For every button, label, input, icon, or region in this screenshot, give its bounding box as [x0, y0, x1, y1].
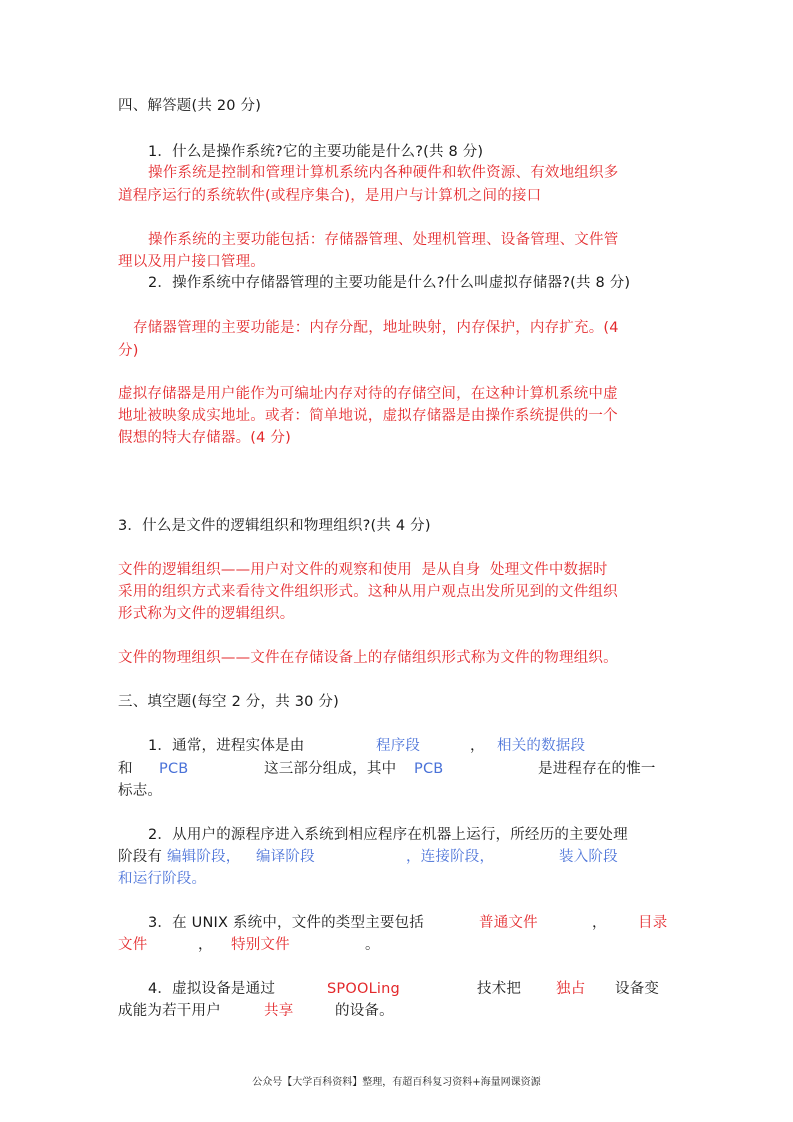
section4-heading: 四、解答题(共 20 分) [118, 98, 262, 114]
fill-q4-suffix: 的设备。 [335, 1003, 394, 1019]
fill-q1-blank3: PCB [159, 761, 189, 777]
fill-q4-prefix: 4．虚拟设备是通过 [148, 981, 276, 997]
q2-answer-b-line3: 假想的特大存储器。(4 分) [118, 430, 291, 446]
fill-q3-prefix: 3．在 UNIX 系统中，文件的类型主要包括 [148, 915, 425, 931]
fill-q1-tail: 标志。 [118, 783, 163, 799]
section3-heading: 三、填空题(每空 2 分，共 30 分) [118, 694, 339, 710]
q3-logical-line3: 形式称为文件的逻辑组织。 [118, 606, 295, 622]
fill-q3-period: 。 [365, 937, 380, 953]
q1-question: 1．什么是操作系统?它的主要功能是什么?(共 8 分) [148, 144, 484, 160]
fill-q3-blank1: 普通文件 [479, 915, 538, 931]
fill-q2-tail: 和运行阶段。 [118, 871, 207, 887]
q2-question: 2．操作系统中存储器管理的主要功能是什么?什么叫虚拟存储器?(共 8 分) [148, 275, 631, 291]
page-footer: 公众号【大学百科资料】整理，有超百科复习资料+海量网课资源 [252, 1077, 541, 1088]
fill-q3-blank3: 特别文件 [231, 937, 290, 953]
fill-q3-comma1: ， [592, 915, 607, 931]
fill-q3-blank2b: 文件 [118, 937, 148, 953]
q3-question: 3．什么是文件的逻辑组织和物理组织?(共 4 分) [118, 518, 431, 534]
fill-q1-suffix: 是进程存在的惟一 [538, 761, 656, 777]
fill-q1-middle: 这三部分组成，其中 [264, 761, 397, 777]
q3-physical-line1: 文件的物理组织——文件在存储设备上的存储组织形式称为文件的物理组织。 [118, 650, 618, 666]
fill-q4-blank3: 共享 [264, 1003, 294, 1019]
fill-q4-blank1: SPOOLing [327, 981, 400, 997]
q2-answer-b-line1: 虚拟存储器是用户能作为可编址内存对待的存储空间，在这种计算机系统中虚 [118, 386, 618, 402]
fill-q3-blank2a: 目录 [638, 915, 668, 931]
q2-answer-a-line1: 存储器管理的主要功能是：内存分配，地址映射，内存保护，内存扩充。(4 [133, 320, 619, 336]
fill-q1-comma: ， [470, 738, 485, 754]
fill-q2-prefix: 阶段有 [118, 849, 163, 865]
fill-q1-and: 和 [118, 761, 133, 777]
fill-q1-blank2: 相关的数据段 [497, 738, 586, 754]
q3-logical-line1: 文件的逻辑组织——用户对文件的观察和使用 是从自身 处理文件中数据时 [118, 562, 608, 578]
q1-answer-line4: 理以及用户接口管理。 [118, 254, 265, 270]
fill-q1-blank1: 程序段 [376, 738, 421, 754]
fill-q2-blank2: 编译阶段 [256, 849, 315, 865]
q1-answer-line2: 道程序运行的系统软件(或程序集合)，是用户与计算机之间的接口 [118, 188, 542, 204]
q1-answer-line3: 操作系统的主要功能包括：存储器管理、处理机管理、设备管理、文件管 [148, 232, 619, 248]
fill-q2-blank1: 编辑阶段， [167, 849, 241, 865]
q1-answer-line1: 操作系统是控制和管理计算机系统内各种硬件和软件资源、有效地组织多 [148, 165, 619, 181]
q3-logical-line2: 采用的组织方式来看待文件组织形式。这种从用户观点出发所见到的文件组织 [118, 584, 618, 600]
fill-q4-line2-prefix: 成能为若干用户 [118, 1003, 221, 1019]
fill-q4-blank2: 独占 [556, 981, 586, 997]
fill-q3-comma2: ， [198, 937, 213, 953]
q2-answer-a-line2: 分) [118, 343, 139, 359]
q2-answer-b-line2: 地址被映象成实地址。或者：简单地说，虚拟存储器是由操作系统提供的一个 [118, 408, 618, 424]
fill-q4-mid2: 设备变 [615, 981, 660, 997]
fill-q2-line1: 2．从用户的源程序进入系统到相应程序在机器上运行，所经历的主要处理 [148, 827, 628, 843]
fill-q1-prefix: 1．通常，进程实体是由 [148, 738, 305, 754]
fill-q2-blank4: 装入阶段 [559, 849, 618, 865]
fill-q1-blank4: PCB [414, 761, 444, 777]
fill-q4-mid1: 技术把 [477, 981, 522, 997]
fill-q2-blank3: ，连接阶段， [406, 849, 495, 865]
